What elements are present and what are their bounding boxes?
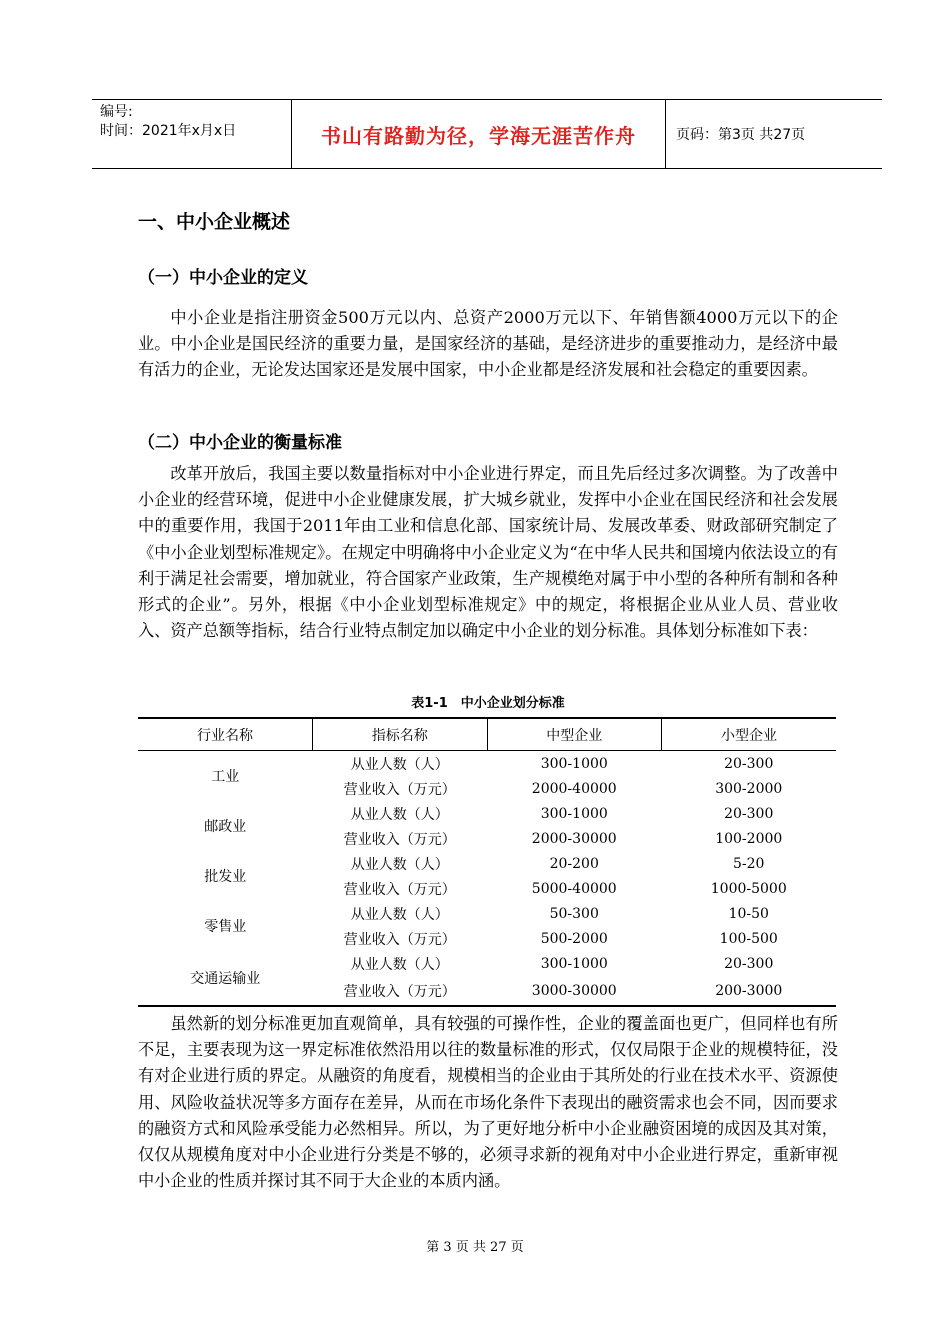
time-label: 时间：2021年x月x日 <box>100 123 237 139</box>
table-caption: 表1-1 中小企业划分标准 <box>411 696 565 711</box>
table-row <box>138 851 836 876</box>
header-motto: 书山有路勤为径，学海无涯苦作舟 <box>292 100 666 168</box>
medium-cell: 500-2000 <box>540 930 608 947</box>
subsection-title-standard: （二）中小企业的衡量标准 <box>138 433 342 453</box>
paragraph-definition: 中小企业是指注册资金500万元以内、总资产2000万元以下、年销售额4000万元以下的企业。中小企业是国民经济的重要力量，是国家经济的基础，是经济进步的重要推动力，是经济中最有活力的企业，无论发达国家还是发展中国家，中小企业都是经济发展和社会稳定的重要因素。 <box>138 308 838 380</box>
small-cell: 100-500 <box>719 930 778 947</box>
subsection-title-definition: （一）中小企业的定义 <box>138 268 308 288</box>
medium-cell: 5000-40000 <box>531 880 617 897</box>
small-cell: 20-300 <box>724 755 774 772</box>
indicator-cell: 营业收入（万元） <box>343 881 456 898</box>
industry-cell: 工业 <box>211 769 240 785</box>
small-cell: 200-3000 <box>662 976 837 1006</box>
small-cell: 100-2000 <box>715 830 783 847</box>
medium-cell: 50-300 <box>549 905 599 922</box>
header-industry: 行业名称 <box>138 718 313 751</box>
header-indicator: 指标名称 <box>313 718 488 751</box>
industry-cell: 邮政业 <box>204 819 247 835</box>
header-page-label: 页码：第3页 共27页 <box>676 127 806 143</box>
table-row <box>138 901 836 926</box>
classification-table <box>138 717 836 1007</box>
table-row <box>138 751 836 777</box>
header-meta <box>92 100 292 168</box>
indicator-cell: 从业人数（人） <box>350 906 449 923</box>
table-header-row <box>138 718 836 751</box>
header-medium: 中型企业 <box>487 718 662 751</box>
medium-cell: 3000-30000 <box>487 976 662 1006</box>
indicator-cell: 从业人数（人） <box>350 856 449 873</box>
paragraph-analysis: 虽然新的划分标准更加直观简单，具有较强的可操作性，企业的覆盖面也更广，但同样也有所不足，主要表现为这一界定标准依然沿用以往的数量标准的形式，仅仅局限于企业的规模特征，没有对企业进行质的界定。从融资的角度看，规模相当的企业由于其所处的行业在技术水平、资源使用、风险收益状况等多方面存在差异，从而在市场化条件下表现出的融资需求也会不同，因而要求的融资方式和风险承受能力必然相异。所以，为了更好地分析中小企业融资困境的成因及其对策，仅仅从规模角度对中小企业进行分类是不够的，必须寻求新的视角对中小企业进行界定，重新审视中小企业的性质并探讨其不同于大企业的本质内涵。 <box>138 1014 838 1191</box>
header-small: 小型企业 <box>662 718 837 751</box>
section-title: 一、中小企业概述 <box>138 211 291 233</box>
industry-cell: 交通运输业 <box>138 951 313 1006</box>
small-cell: 5-20 <box>733 855 765 872</box>
small-cell: 20-300 <box>724 955 774 972</box>
indicator-cell: 营业收入（万元） <box>343 931 456 948</box>
number-label: 编号: <box>100 104 133 120</box>
document-header <box>92 99 882 169</box>
indicator-cell: 从业人数（人） <box>350 806 449 823</box>
indicator-cell: 从业人数（人） <box>350 756 449 773</box>
medium-cell: 300-1000 <box>540 805 608 822</box>
indicator-cell: 营业收入（万元） <box>343 781 456 798</box>
page-footer: 第 3 页 共 27 页 <box>426 1240 524 1255</box>
medium-cell: 2000-30000 <box>531 830 617 847</box>
medium-cell: 300-1000 <box>540 955 608 972</box>
medium-cell: 20-200 <box>549 855 599 872</box>
small-cell: 1000-5000 <box>710 880 787 897</box>
small-cell: 20-300 <box>724 805 774 822</box>
small-cell: 10-50 <box>728 905 769 922</box>
indicator-cell: 从业人数（人） <box>350 956 449 973</box>
indicator-cell: 营业收入（万元） <box>343 831 456 848</box>
medium-cell: 2000-40000 <box>531 780 617 797</box>
paragraph-standard: 改革开放后，我国主要以数量指标对中小企业进行界定，而且先后经过多次调整。为了改善中小企业的经营环境，促进中小企业健康发展，扩大城乡就业，发挥中小企业在国民经济和社会发展中的重要作用，我国于2011年由工业和信息化部、国家统计局、发展改革委、财政部研究制定了《中小企业划型标准规定》。在规定中明确将中小企业定义为“在中华人民共和国境内依法设立的有利于满足社会需要，增加就业，符合国家产业政策，生产规模绝对属于中小型的各种所有制和各种形式的企业”。另外，根据《中小企业划型标准规定》中的规定，将根据企业从业人员、营业收入、资产总额等指标，结合行业特点制定加以确定中小企业的划分标准。具体划分标准如下表： <box>138 464 838 641</box>
industry-cell: 零售业 <box>204 919 247 935</box>
medium-cell: 300-1000 <box>540 755 608 772</box>
small-cell: 300-2000 <box>715 780 783 797</box>
indicator-cell: 营业收入（万元） <box>313 976 488 1006</box>
industry-cell: 批发业 <box>204 869 247 885</box>
table-row <box>138 951 836 976</box>
table-row <box>138 801 836 826</box>
